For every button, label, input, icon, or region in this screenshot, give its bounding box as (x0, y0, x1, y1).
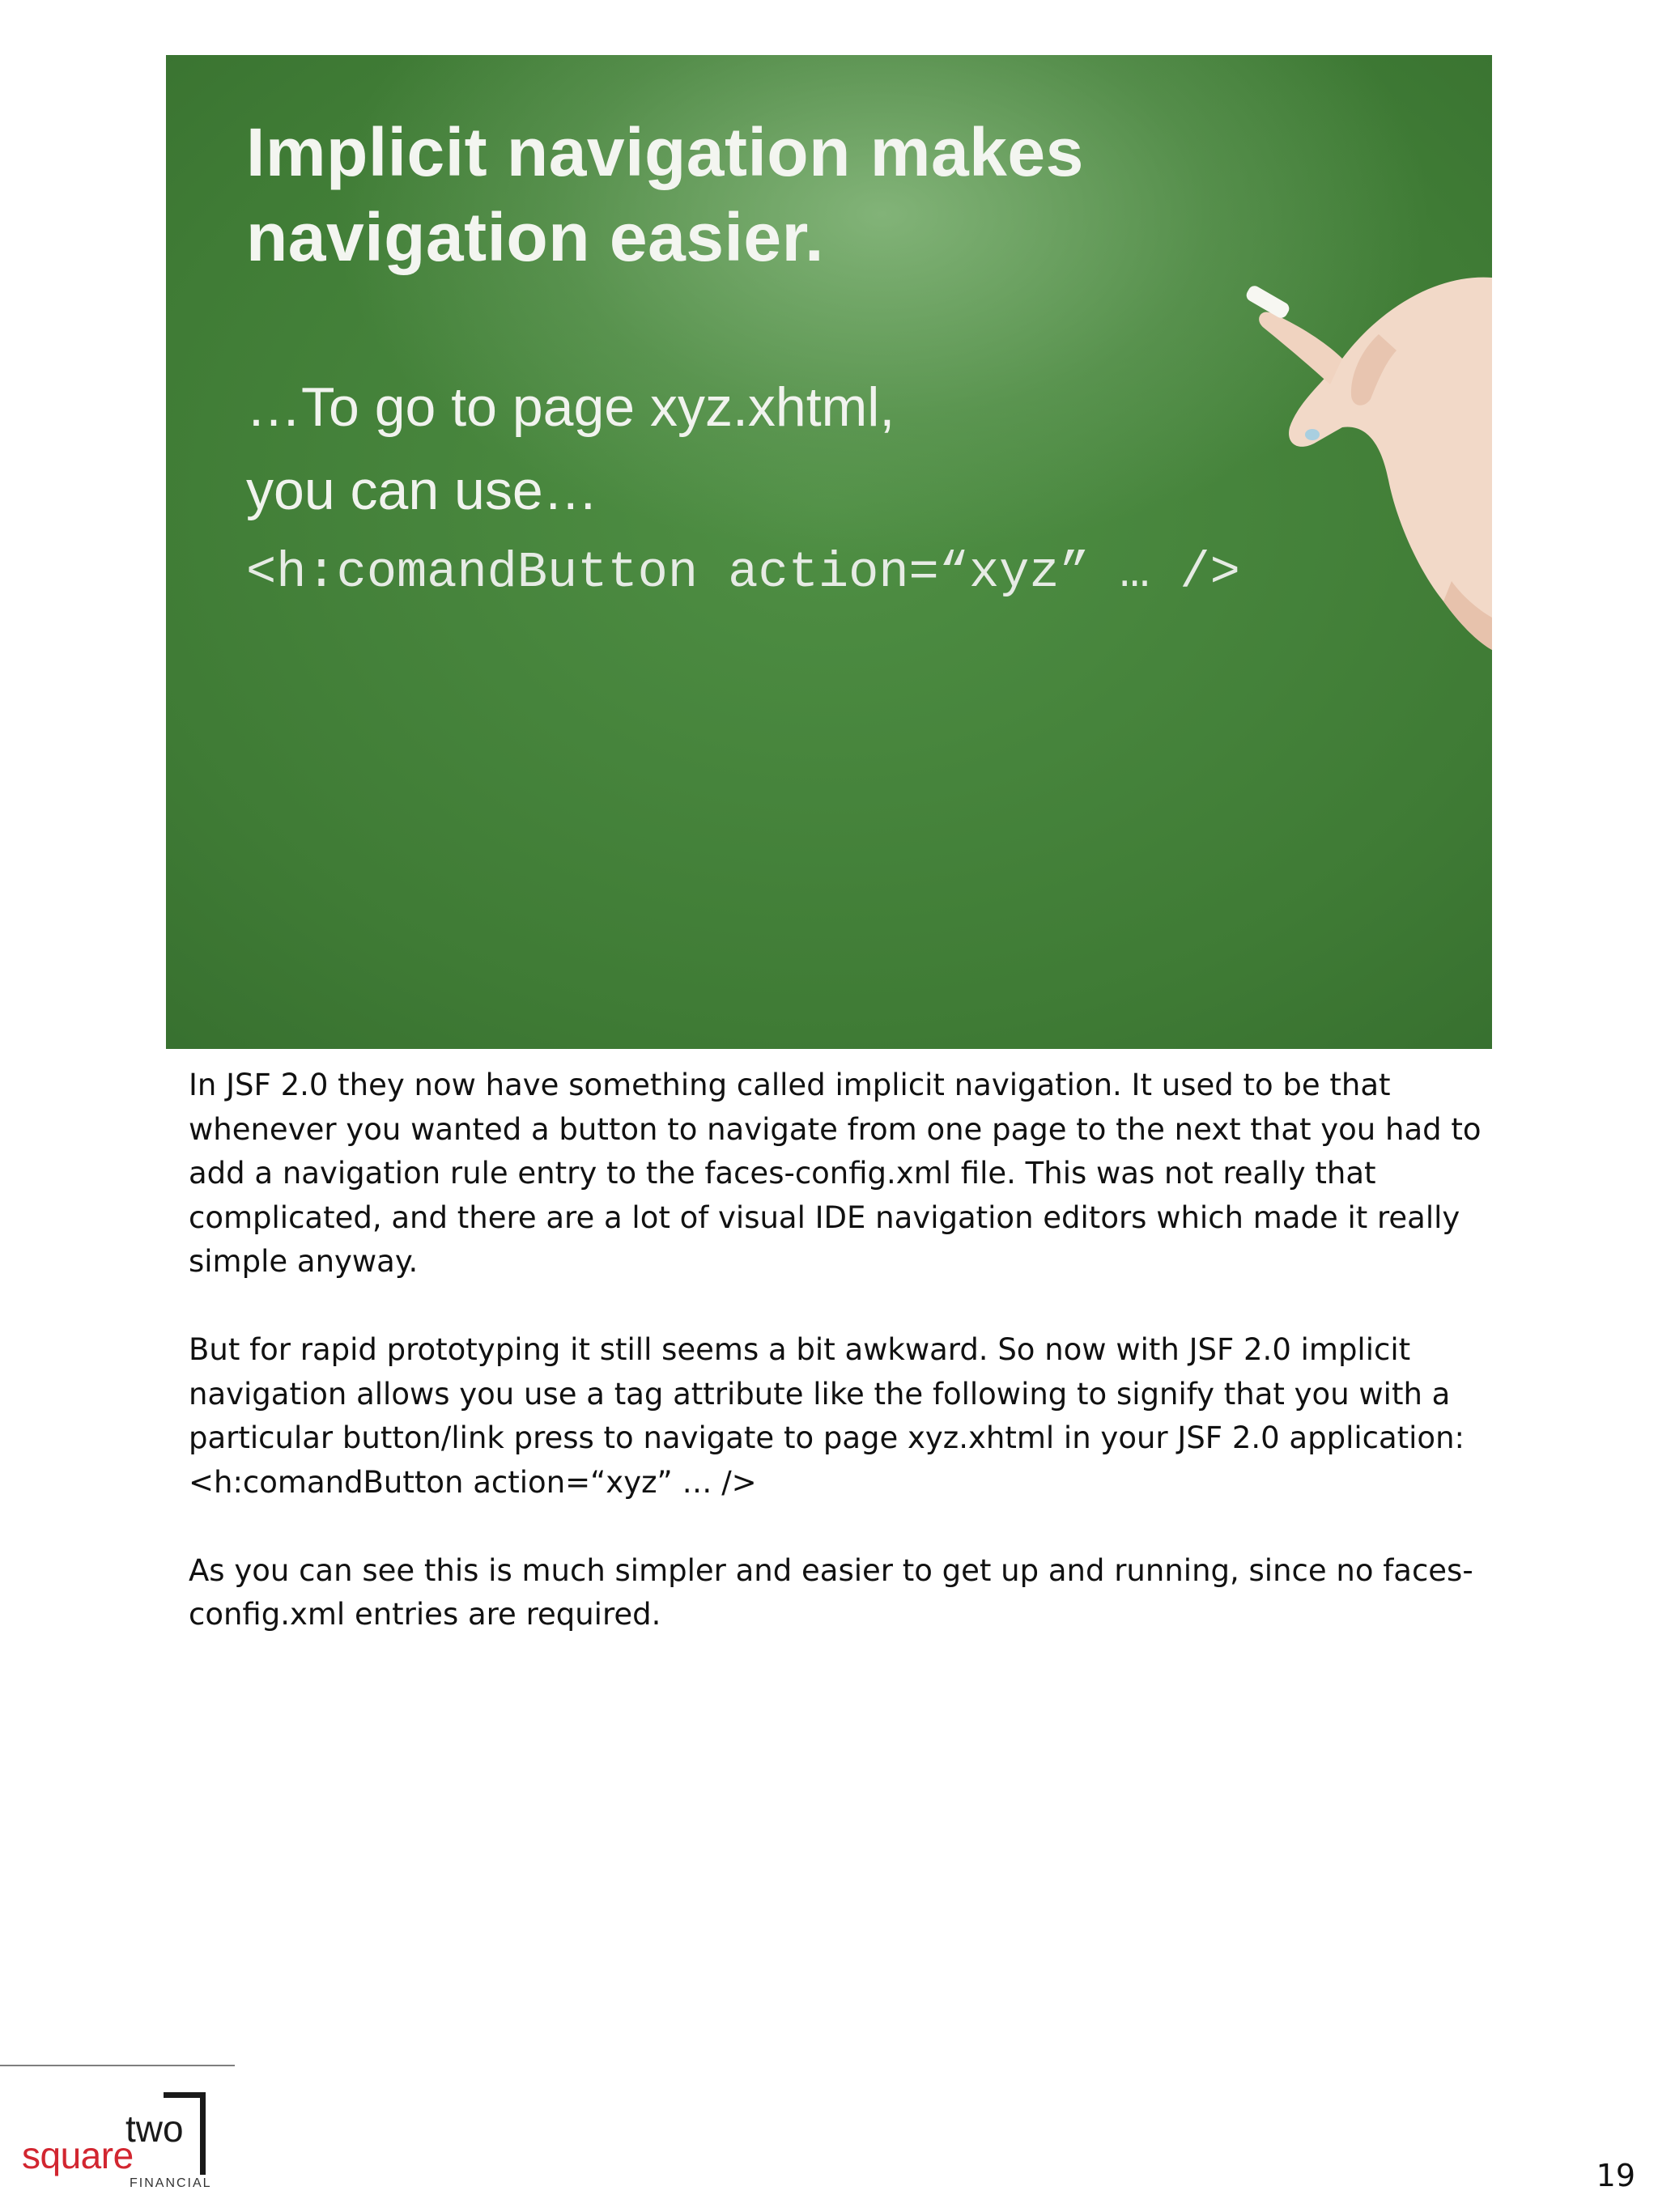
slide-text-line-2: you can use… (246, 460, 598, 521)
speaker-notes (189, 1064, 1484, 1681)
notes-paragraph-2: But for rapid prototyping it still seems a bit awkward. So now with JSF 2.0 implicit navigation allows you use a tag attribute like the following to signify that you with a particular button/link press to navigate to page xyz.xhtml in your JSF 2.0 application: <h:comandButton action=“xyz” … /> (189, 1332, 1465, 1500)
logo-word-square: square (22, 2134, 134, 2176)
logo-word-two: two (125, 2108, 184, 2150)
slide-code-snippet: <h:comandButton action=“xyz” … /> (246, 544, 1240, 601)
slide-image (166, 55, 1492, 1049)
slide-title-line-1: Implicit navigation makes (246, 114, 1084, 190)
logo-tagline: FINANCIAL (130, 2176, 212, 2190)
company-logo (0, 2065, 235, 2212)
notes-paragraph-3: As you can see this is much simpler and easier to get up and running, since no faces-config.xml entries are required. (189, 1552, 1473, 1632)
page-number: 19 (1596, 2158, 1635, 2193)
notes-paragraph-1: In JSF 2.0 they now have something called implicit navigation. It used to be that whenever you wanted a button to navigate from one page to the next that you had to add a navigation rule entry to the faces-config.xml file. This was not really that complicated, and there are a lot of visual IDE navigation editors which made it really simple anyway. (189, 1068, 1482, 1279)
slide-text-line-1: …To go to page xyz.xhtml, (246, 376, 895, 438)
slide-title-line-2: navigation easier. (246, 199, 824, 275)
hand-with-chalk-illustration (1176, 261, 1492, 715)
slide-title (246, 110, 1299, 280)
